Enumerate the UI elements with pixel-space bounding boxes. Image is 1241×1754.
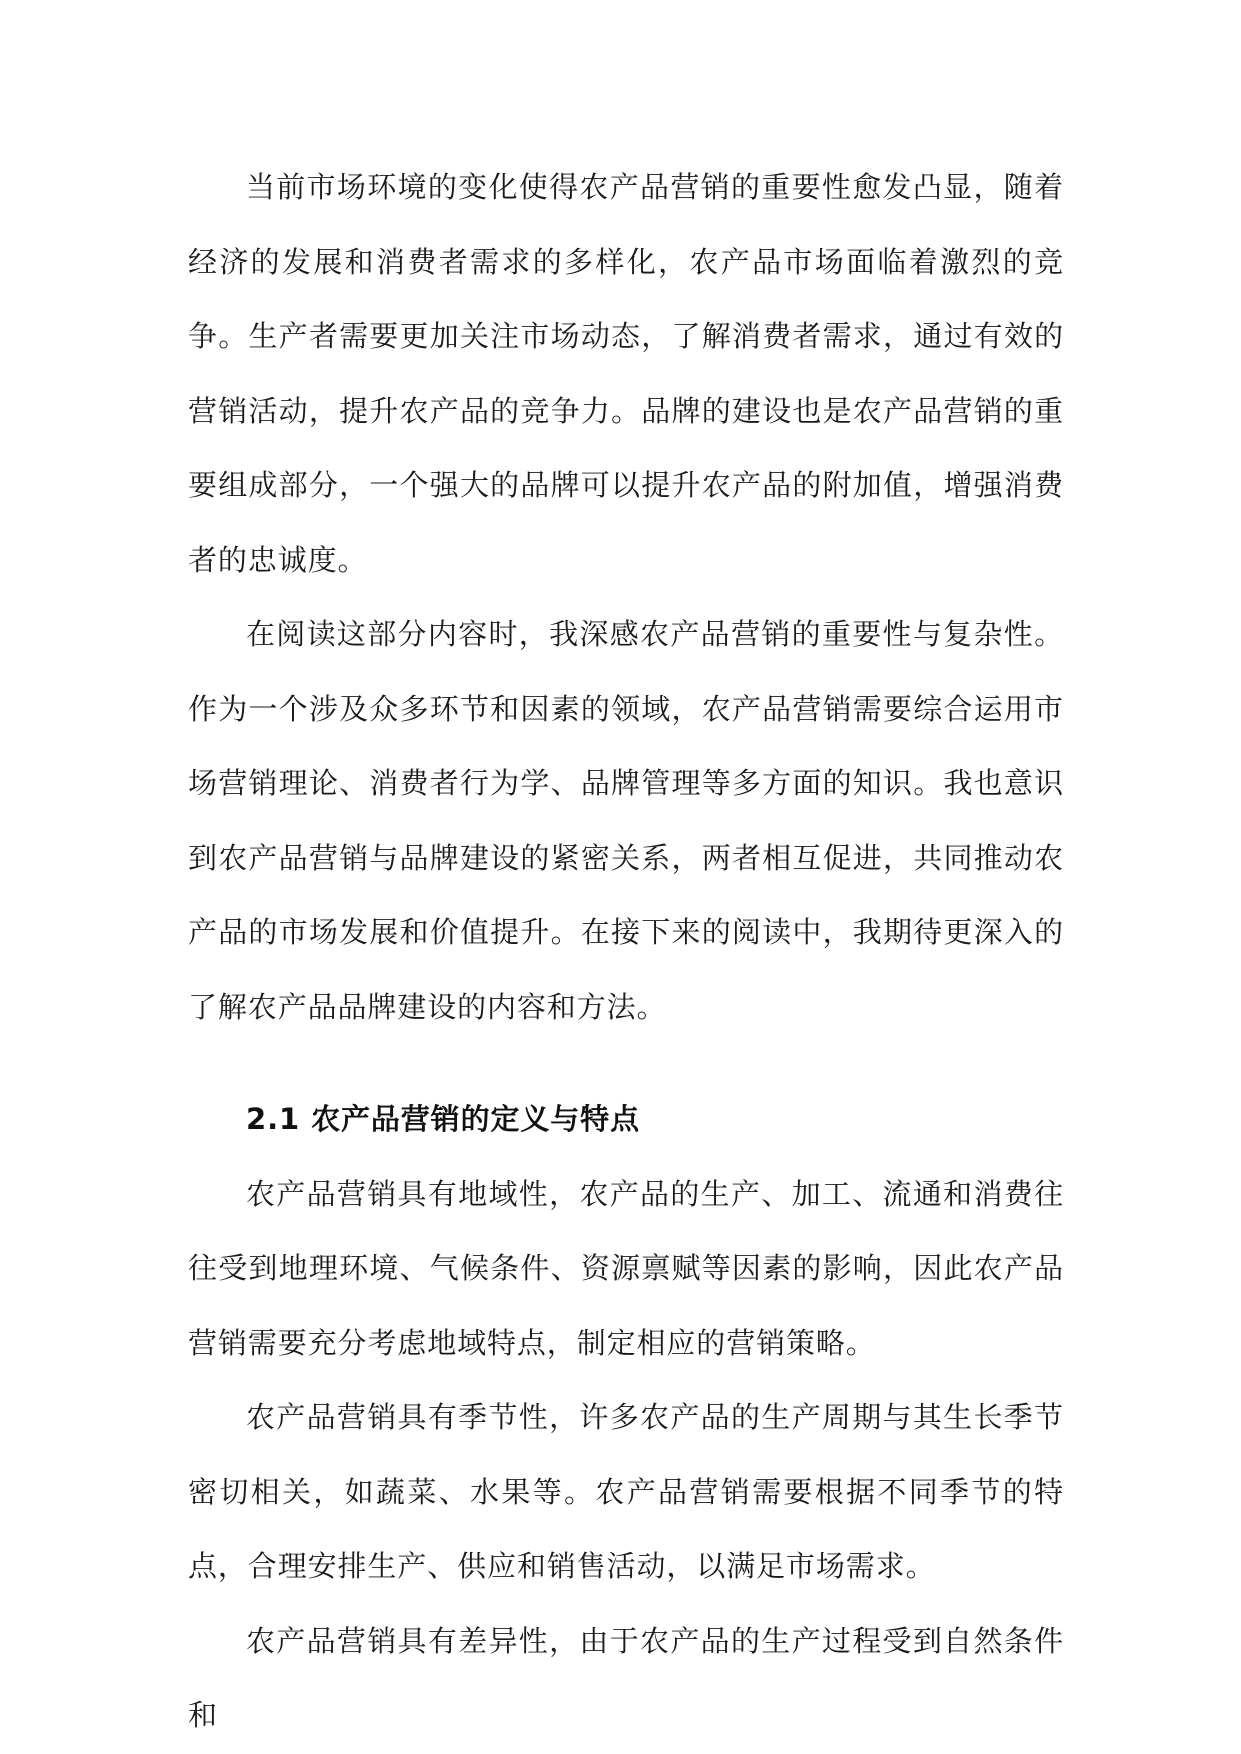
paragraph-regionality: 农产品营销具有地域性，农产品的生产、加工、流通和消费往往受到地理环境、气候条件、资源禀赋等因素的影响，因此农产品营销需要充分考虑地域特点，制定相应的营销策略。 xyxy=(188,1176,1064,1360)
section-heading: 2.1 农产品营销的定义与特点 xyxy=(246,1102,640,1136)
paragraph-market-environment: 当前市场环境的变化使得农产品营销的重要性愈发凸显，随着经济的发展和消费者需求的多样化，农产品市场面临着激烈的竞争。生产者需要更加关注市场动态，了解消费者需求，通过有效的营销活动，提升农产品的竞争力。品牌的建设也是农产品营销的重要组成部分，一个强大的品牌可以提升农产品的附加值，增强消费者的忠诚度。 xyxy=(188,170,1064,577)
paragraph-reading-reflection: 在阅读这部分内容时，我深感农产品营销的重要性与复杂性。作为一个涉及众多环节和因素的领域，农产品营销需要综合运用市场营销理论、消费者行为学、品牌管理等多方面的知识。我也意识到农产品营销与品牌建设的紧密关系，两者相互促进，共同推动农产品的市场发展和价值提升。在接下来的阅读中，我期待更深入的了解农产品品牌建设的内容和方法。 xyxy=(188,617,1064,1024)
paragraph-differentiation: 农产品营销具有差异性，由于农产品的生产过程受到自然条件和 xyxy=(188,1623,1064,1732)
document-body xyxy=(188,150,1064,1753)
paragraph-seasonality: 农产品营销具有季节性，许多农产品的生产周期与其生长季节密切相关，如蔬菜、水果等。农产品营销需要根据不同季节的特点，合理安排生产、供应和销售活动，以满足市场需求。 xyxy=(188,1400,1064,1583)
